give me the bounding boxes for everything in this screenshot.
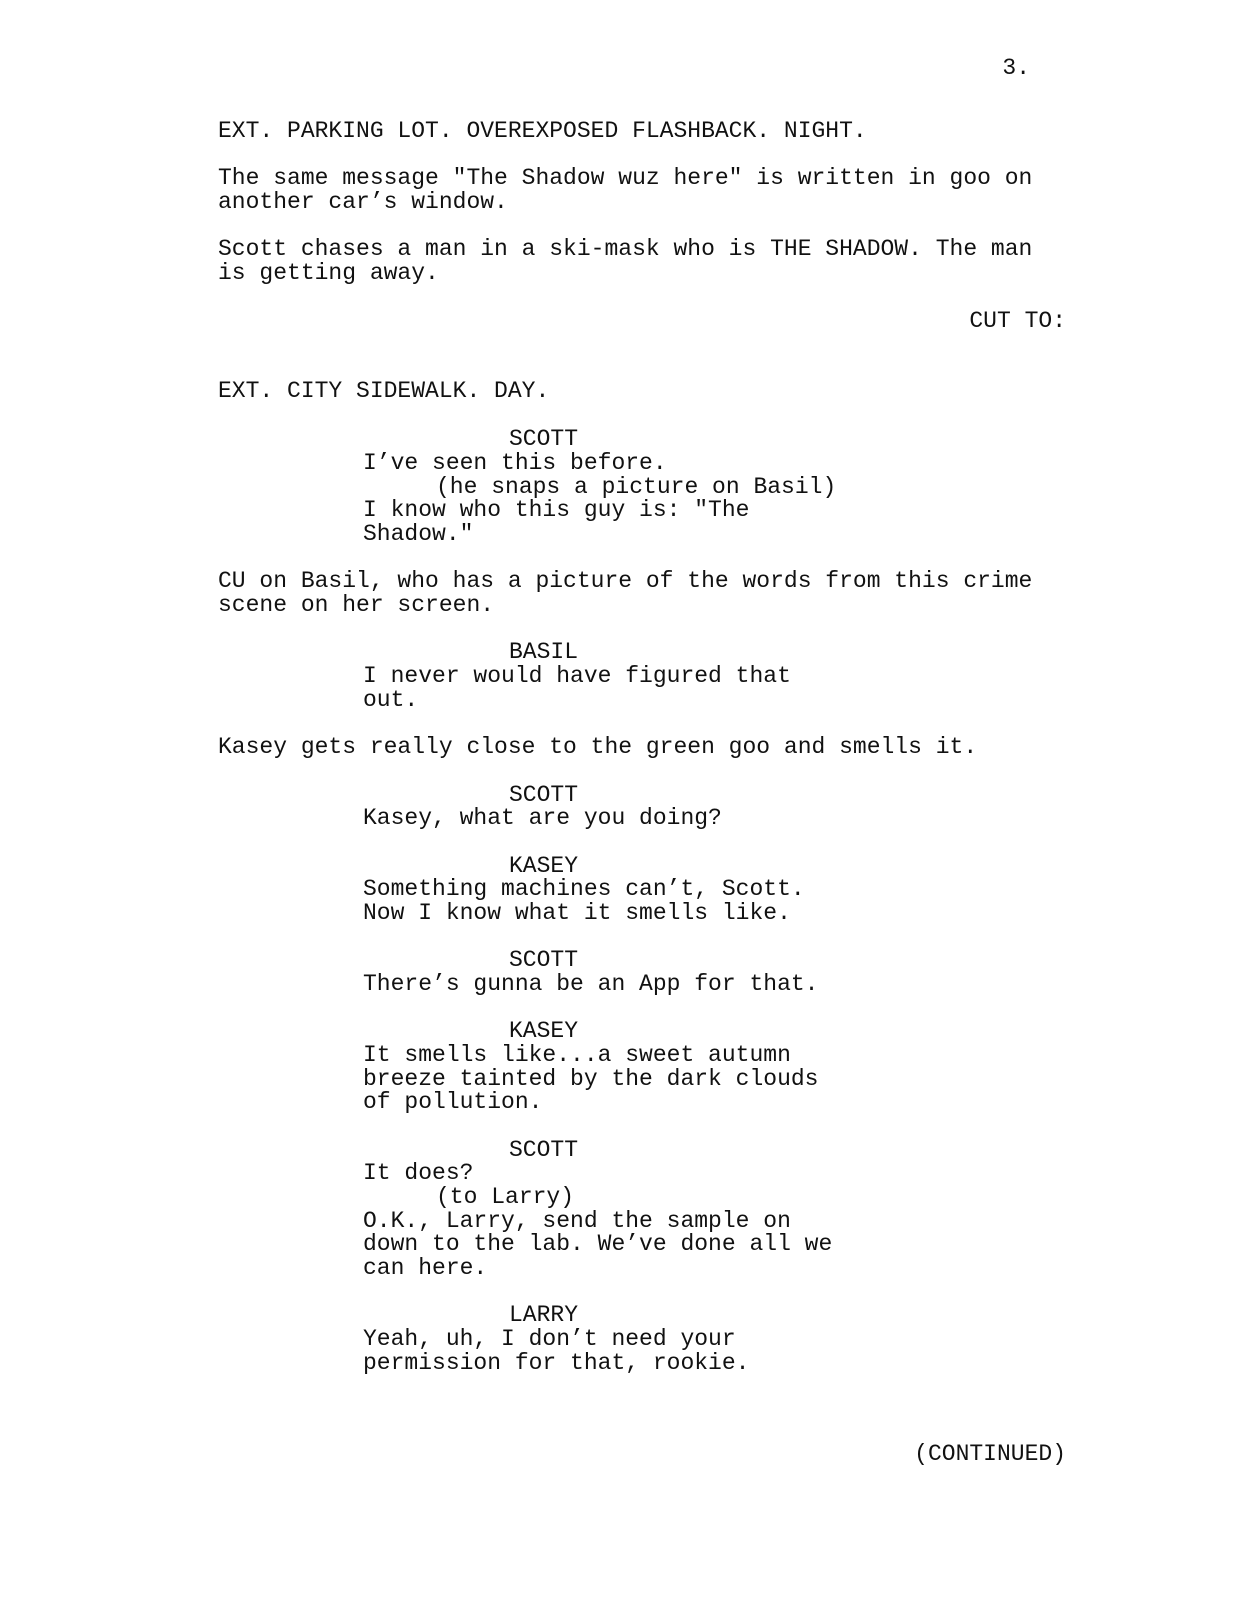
dialogue-line: I’ve seen this before. (363, 450, 667, 476)
dialogue-line: of pollution. (363, 1089, 543, 1115)
parenthetical: (to Larry) (436, 1184, 575, 1210)
character-name: SCOTT (509, 426, 579, 452)
dialogue-line: breeze tainted by the dark clouds (363, 1066, 819, 1092)
character-name: SCOTT (509, 782, 579, 808)
scene-heading: EXT. CITY SIDEWALK. DAY. (218, 378, 550, 404)
dialogue-line: Shadow." (363, 521, 474, 547)
action-line: Scott chases a man in a ski-mask who is THE SHADOW. The man (218, 236, 1033, 262)
dialogue-line: O.K., Larry, send the sample on (363, 1208, 791, 1234)
dialogue-line: It smells like...a sweet autumn (363, 1042, 791, 1068)
dialogue-line: There’s gunna be an App for that. (363, 971, 819, 997)
continued-marker: (CONTINUED) (914, 1441, 1066, 1467)
character-name: BASIL (509, 639, 579, 665)
scene-heading: EXT. PARKING LOT. OVEREXPOSED FLASHBACK. NIGHT. (218, 118, 867, 144)
character-name: LARRY (509, 1302, 579, 1328)
transition: CUT TO: (969, 308, 1066, 334)
dialogue-line: Something machines can’t, Scott. (363, 876, 805, 902)
character-name: SCOTT (509, 1137, 579, 1163)
dialogue-line: out. (363, 687, 419, 713)
action-line: scene on her screen. (218, 592, 495, 618)
action-line: another car’s window. (218, 189, 508, 215)
action-line: Kasey gets really close to the green goo and smells it. (218, 734, 978, 760)
dialogue-line: It does? (363, 1160, 474, 1186)
character-name: SCOTT (509, 947, 579, 973)
dialogue-line: Kasey, what are you doing? (363, 805, 722, 831)
action-line: The same message "The Shadow wuz here" is written in goo on (218, 165, 1033, 191)
dialogue-line: permission for that, rookie. (363, 1350, 750, 1376)
parenthetical: (he snaps a picture on Basil) (436, 474, 837, 500)
character-name: KASEY (509, 1018, 579, 1044)
dialogue-line: down to the lab. We’ve done all we (363, 1231, 833, 1257)
dialogue-line: Now I know what it smells like. (363, 900, 791, 926)
dialogue-line: can here. (363, 1255, 488, 1281)
action-line: CU on Basil, who has a picture of the words from this crime (218, 568, 1033, 594)
character-name: KASEY (509, 853, 579, 879)
action-line: is getting away. (218, 260, 439, 286)
dialogue-line: Yeah, uh, I don’t need your (363, 1326, 736, 1352)
page-number: 3. (1002, 55, 1030, 81)
dialogue-line: I never would have figured that (363, 663, 791, 689)
dialogue-line: I know who this guy is: "The (363, 497, 750, 523)
